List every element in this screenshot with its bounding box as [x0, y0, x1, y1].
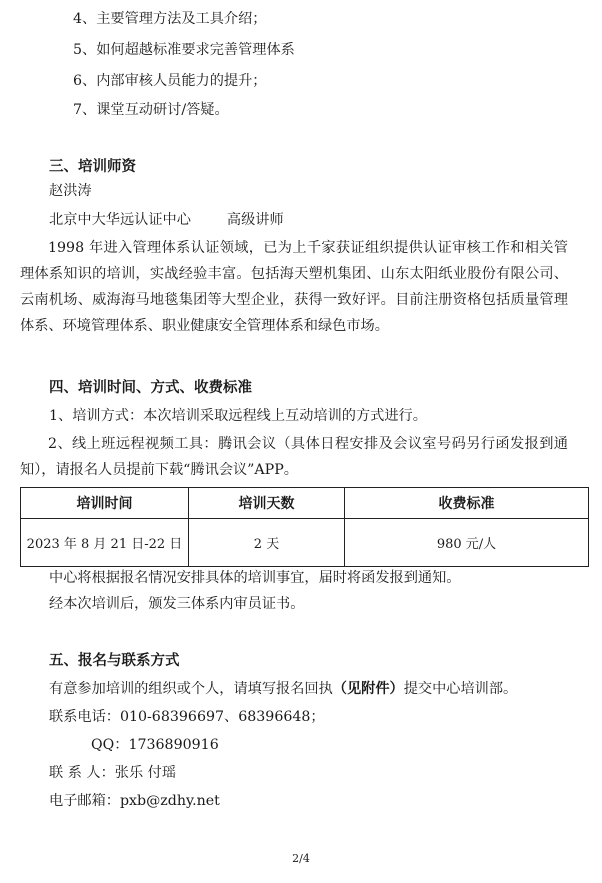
contact-person: 联 系 人：张乐 付瑶 [49, 765, 177, 781]
online-tool: 2、线上班远程视频工具：腾讯会议（具体日程安排及会议室号码另行函发报到通知），请报名人员提前下载“腾讯会议”APP。 [20, 436, 568, 478]
training-method: 1、培训方式：本次培训采取远程线上互动培训的方式进行。 [49, 408, 427, 424]
table-header: 培训天数 [189, 488, 345, 519]
section-4-heading: 四、培训时间、方式、收费标准 [49, 379, 252, 396]
registration-intro [49, 678, 517, 700]
table-cell-date: 2023 年 8 月 21 日-22 日 [21, 519, 189, 567]
attachment-ref: （见附件） [332, 681, 404, 697]
table-header: 收费标准 [345, 488, 589, 519]
trainer-affiliation: 北京中大华远认证中心 [49, 212, 191, 228]
certificate-note: 经本次培训后，颁发三体系内审员证书。 [49, 596, 305, 612]
course-item-4: 4、主要管理方法及工具介绍； [73, 11, 267, 27]
table-header-row [21, 488, 589, 519]
trainer-name: 赵洪涛 [49, 183, 92, 199]
course-item-7: 7、课堂互动研讨/答疑。 [73, 102, 229, 118]
course-item-6: 6、内部审核人员能力的提升； [73, 73, 267, 89]
section-5-heading: 五、报名与联系方式 [49, 652, 180, 669]
table-row [21, 519, 589, 567]
contact-qq: QQ：1736890916 [91, 737, 219, 753]
intro-text-end: 提交中心培训部。 [403, 681, 518, 697]
trainer-bio: 1998 年进入管理体系认证领域，已为上千家获证组织提供认证审核工作和相关管理体系知识的培训，实战经验丰富。包括海天塑机集团、山东太阳纸业股份有限公司、云南机场、威海海马地毯集团等大型企业，获得一致好评。目前注册资格包括质量管理体系、环境管理体系、职业健康安全管理体系和绿色市场。 [20, 240, 568, 334]
page-number: 2/4 [292, 852, 310, 865]
contact-phone: 联系电话：010-68396697、68396648； [49, 709, 325, 725]
course-item-5: 5、如何超越标准要求完善管理体系 [73, 42, 295, 58]
fee-table [20, 487, 589, 567]
table-header: 培训时间 [21, 488, 189, 519]
trainer-title: 高级讲师 [226, 212, 284, 228]
table-cell-fee: 980 元/人 [345, 519, 589, 567]
table-cell-days: 2 天 [189, 519, 345, 567]
arrangement-note: 中心将根据报名情况安排具体的培训事宜，届时将函发报到通知。 [49, 570, 461, 586]
intro-text: 有意参加培训的组织或个人，请填写报名回执 [49, 681, 333, 697]
section-3-heading: 三、培训师资 [49, 158, 136, 175]
trainer-affiliation-line [49, 209, 284, 231]
contact-email: 电子邮箱：pxb@zdhy.net [49, 793, 220, 809]
